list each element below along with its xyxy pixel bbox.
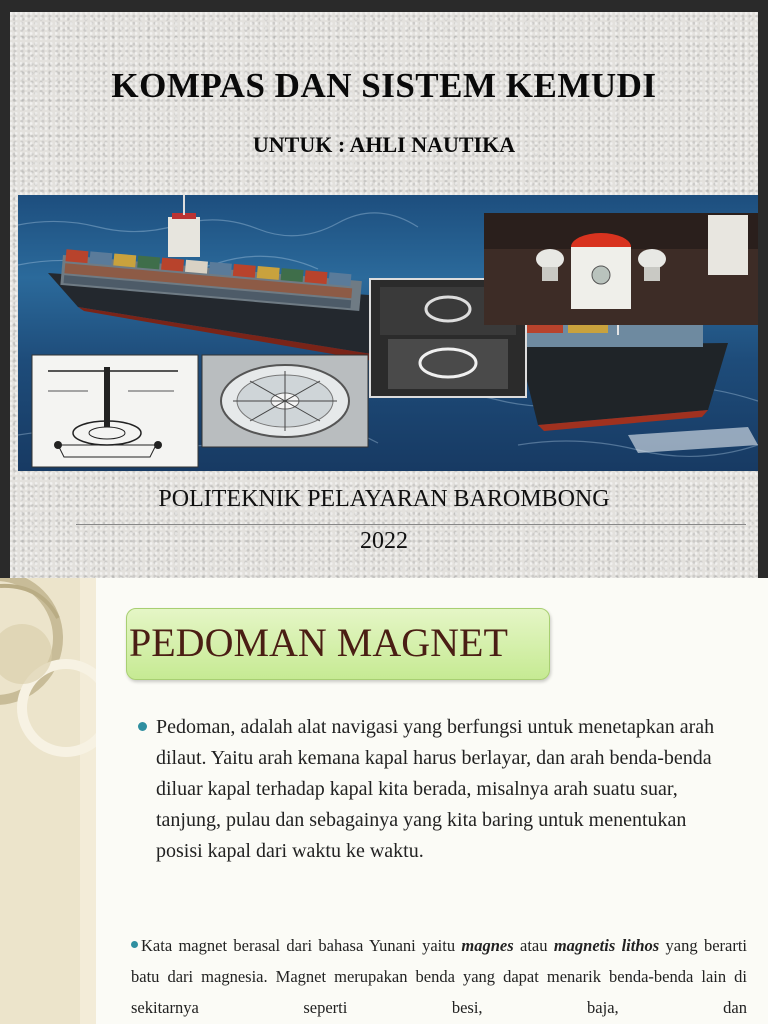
emphasis-text: magnetis lithos [553, 936, 660, 955]
slide-subtitle: UNTUK : AHLI NAUTIKA [252, 132, 516, 157]
bullet-dot-icon [131, 941, 138, 948]
slide-title: KOMPAS DAN SISTEM KEMUDI [111, 66, 657, 105]
bullet-item [131, 930, 747, 1023]
text-segment: yang berarti batu dari magnesia. Magnet merupakan benda yang dapat menarik benda-benda lain di sekitarnya seperti besi, baja, dan [131, 936, 747, 1017]
photo-collage [18, 195, 758, 471]
bullet-text [131, 930, 747, 1023]
institution-name: POLITEKNIK PELAYARAN BAROMBONG [158, 486, 610, 512]
bullet-dot-icon [138, 722, 147, 731]
gyro-compass-image [484, 213, 758, 325]
slide-heading: PEDOMAN MAGNET [129, 620, 508, 665]
year-label: 2022 [360, 528, 408, 554]
emphasis-text: magnes [461, 936, 514, 955]
slide-2 [0, 578, 768, 1024]
compass-card-image [202, 355, 368, 447]
bullet-text: Pedoman, adalah alat navigasi yang berfungsi untuk menetapkan arah dilaut. Yaitu arah kemana kapal harus berlayar, dan arah benda-benda diluar kapal terhadap kapal kita berada, misalnya arah suatu suar, tanjung, pulau dan sebagainya yang kita baring untuk menentukan posisi kapal dari waktu ke waktu. [156, 716, 715, 862]
decorative-sidebar [0, 578, 96, 1024]
text-segment: atau [513, 936, 554, 955]
slide-1-background [10, 12, 758, 578]
compass-schematic-image [32, 355, 198, 467]
divider-line [76, 524, 746, 525]
heading-box [126, 608, 550, 680]
text-segment: Kata magnet berasal dari bahasa Yunani yaitu [141, 936, 462, 955]
